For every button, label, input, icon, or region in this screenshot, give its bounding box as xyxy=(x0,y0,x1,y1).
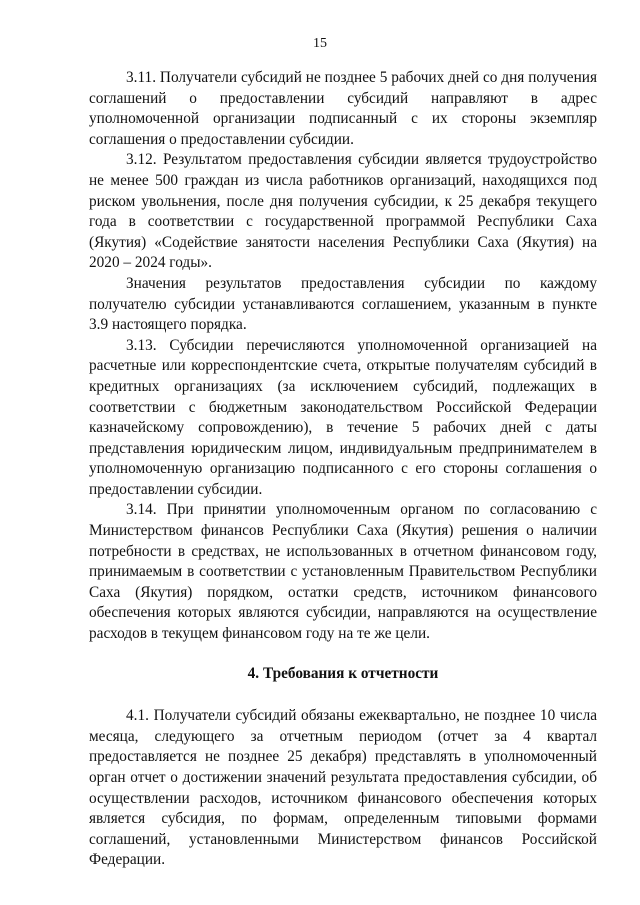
document-body xyxy=(89,68,597,871)
paragraph-3-13: 3.13. Субсидии перечисляются уполномоченной организацией на расчетные или корреспондентские счета, открытые получателям субсидий в кредитных организациях (за исключением субсидий, подлежащих в соответствии с бюджетным законодательством Российской Федерации казначейскому сопровождению), в течение 5 рабочих дней с даты представления юридическим лицом, индивидуальным предпринимателем в уполномоченную организацию подписанного с его стороны соглашения о предоставлении субсидии. xyxy=(89,336,597,498)
page-number: 15 xyxy=(313,36,327,51)
paragraph-3-12-results: Значения результатов предоставления субсидии по каждому получателю субсидии устанавливаются соглашением, указанным в пункте 3.9 настоящего порядка. xyxy=(89,274,597,334)
paragraph-4-1: 4.1. Получатели субсидий обязаны ежеквартально, не позднее 10 числа месяца, следующего за отчетным периодом (отчет за 4 квартал предоставляется не позднее 25 декабря) представлять в уполномоченный орган отчет о достижении значений результата предоставления субсидии, об осуществлении расходов, источником финансового обеспечения которых является субсидия, по формам, определенным типовыми формами соглашений, установленными Министерством финансов Российской Федерации. xyxy=(89,707,597,869)
paragraph-3-14: 3.14. При принятии уполномоченным органом по согласованию с Министерством финансов Республики Саха (Якутия) решения о наличии потребности в средствах, не использованных в отчетном финансовом году, принимаемым в соответствии с установленным Правительством Республики Саха (Якутия) порядком, остатки средств, источником финансового обеспечения которых являются субсидии, направляются на осуществление расходов в текущем финансовом году на те же цели. xyxy=(89,501,597,643)
paragraph-3-11: 3.11. Получатели субсидий не позднее 5 рабочих дней со дня получения соглашений о предоставлении субсидий направляют в адрес уполномоченной организации подписанный с их стороны экземпляр соглашения о предоставлении субсидии. xyxy=(89,69,597,148)
paragraph-3-12: 3.12. Результатом предоставления субсидии является трудоустройство не менее 500 граждан из числа работников организаций, находящихся под риском увольнения, после дня получения субсидии, к 25 декабря текущего года в соответствии с государственной программой Республики Саха (Якутия) «Содействие занятости населения Республики Саха (Якутия) на 2020 – 2024 годы». xyxy=(89,151,597,272)
section-title: 4. Требования к отчетности xyxy=(247,664,439,682)
